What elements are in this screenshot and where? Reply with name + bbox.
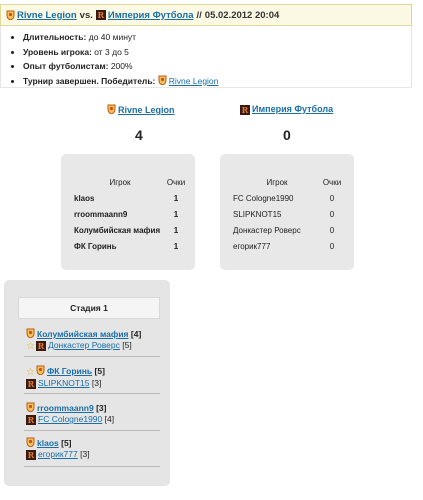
crest-icon bbox=[158, 75, 167, 85]
info-label: Турнир завершен. Победитель: bbox=[23, 75, 156, 86]
team-b-players-panel bbox=[220, 154, 354, 270]
bracket-winner-link[interactable]: klaos bbox=[37, 438, 59, 448]
player-name: Колумбийская мафия bbox=[74, 225, 161, 235]
tournament-info bbox=[0, 26, 412, 88]
info-experience bbox=[9, 59, 411, 74]
bracket-winner-score: [3] bbox=[96, 403, 107, 413]
crest-icon bbox=[26, 328, 35, 338]
empire-r-icon: R bbox=[97, 10, 105, 20]
score-team-b bbox=[240, 104, 333, 115]
crest-icon bbox=[26, 402, 35, 412]
table-header-row bbox=[74, 174, 186, 190]
bracket-winner-link[interactable]: rroommaann9 bbox=[37, 403, 94, 413]
bracket-loser-link[interactable]: SLIPKNOT15 bbox=[38, 378, 90, 388]
bracket-winner-row bbox=[26, 328, 141, 340]
empire-r-icon: R bbox=[37, 341, 45, 351]
player-name: ФК Горинь bbox=[74, 241, 117, 251]
star-icon: ☆ bbox=[26, 341, 35, 352]
vs-label: vs. bbox=[79, 9, 93, 21]
bracket-loser-score: [4] bbox=[104, 414, 115, 424]
player-points: 1 bbox=[173, 193, 179, 203]
table-row bbox=[233, 206, 343, 222]
star-icon: ☆ bbox=[26, 367, 35, 378]
bracket-loser-link[interactable]: егорик777 bbox=[38, 449, 78, 459]
empire-r-icon: R bbox=[241, 105, 249, 115]
bracket-winner-score: [4] bbox=[130, 329, 142, 339]
bracket-loser-score: [5] bbox=[122, 340, 132, 350]
info-duration bbox=[9, 30, 411, 45]
table-row bbox=[233, 238, 343, 254]
bracket-winner-link[interactable]: Колумбийская мафия bbox=[37, 329, 129, 339]
player-name: klaos bbox=[74, 193, 95, 203]
match-header bbox=[0, 4, 412, 26]
table-row bbox=[233, 222, 343, 238]
column-points: Очки bbox=[322, 177, 342, 187]
bracket-winner-score: [5] bbox=[61, 438, 72, 448]
stage-bracket-panel bbox=[4, 280, 170, 486]
table-row bbox=[233, 190, 343, 206]
info-level bbox=[9, 45, 411, 60]
header-team-b-link[interactable]: Империя Футбола bbox=[107, 9, 194, 21]
info-value: до 40 минут bbox=[88, 32, 137, 42]
date-separator: // bbox=[196, 9, 202, 21]
bracket-loser-score: [3] bbox=[91, 378, 102, 388]
bracket-loser-row bbox=[26, 414, 114, 425]
bracket-loser-link[interactable]: Донкастер Роверс bbox=[47, 340, 120, 350]
team-a-players-table bbox=[74, 174, 186, 254]
player-name: FC Cologne1990 bbox=[233, 193, 294, 203]
player-points: 1 bbox=[173, 209, 179, 219]
table-row bbox=[74, 206, 186, 222]
empire-r-icon: R bbox=[27, 415, 35, 425]
bracket-match bbox=[26, 437, 90, 460]
winner-link[interactable]: Rivne Legion bbox=[168, 75, 219, 86]
crest-icon bbox=[36, 365, 45, 375]
info-label: Уровень игрока: bbox=[23, 46, 92, 57]
empire-r-icon: R bbox=[27, 379, 35, 389]
player-points: 1 bbox=[173, 241, 179, 251]
bracket-divider bbox=[24, 466, 160, 467]
score-team-a bbox=[107, 104, 175, 115]
bracket-match bbox=[26, 328, 141, 352]
crest-icon bbox=[26, 437, 35, 447]
bracket-divider bbox=[24, 430, 160, 431]
team-a-players-panel bbox=[61, 154, 195, 270]
table-row bbox=[74, 190, 186, 206]
player-points: 1 bbox=[173, 225, 179, 235]
player-points: 0 bbox=[329, 225, 335, 235]
score-value-b: 0 bbox=[283, 127, 291, 143]
info-value: от 3 до 5 bbox=[94, 46, 129, 57]
bracket-loser-link[interactable]: FC Cologne1990 bbox=[38, 414, 103, 424]
bracket-match bbox=[26, 365, 105, 389]
bracket-winner-row bbox=[26, 365, 105, 378]
column-player: Игрок bbox=[109, 177, 131, 187]
score-team-b-link[interactable]: Империя Футбола bbox=[252, 104, 334, 114]
stage-title: Стадия 1 bbox=[18, 297, 160, 319]
header-team-a-link[interactable]: Rivne Legion bbox=[17, 9, 77, 21]
info-value: 200% bbox=[110, 61, 133, 71]
crest-icon bbox=[107, 104, 116, 114]
bracket-winner-row bbox=[26, 437, 90, 449]
info-label: Опыт футболистам: bbox=[23, 61, 109, 71]
team-b-players-table bbox=[233, 174, 343, 254]
player-name: rroommaann9 bbox=[74, 209, 128, 219]
bracket-loser-row bbox=[26, 340, 141, 352]
player-name: егорик777 bbox=[233, 241, 271, 251]
table-row bbox=[74, 238, 186, 254]
bracket-loser-score: [3] bbox=[80, 449, 90, 459]
crest-icon bbox=[6, 10, 15, 20]
table-header-row bbox=[233, 174, 343, 190]
bracket-winner-link[interactable]: ФК Горинь bbox=[46, 366, 93, 376]
player-name: Донкастер Роверс bbox=[233, 225, 301, 235]
bracket-winner-score: [5] bbox=[94, 366, 105, 376]
empire-r-icon: R bbox=[27, 450, 35, 460]
score-team-a-link[interactable]: Rivne Legion bbox=[118, 105, 175, 115]
info-label: Длительность: bbox=[23, 32, 87, 42]
column-player: Игрок bbox=[266, 177, 288, 187]
table-row bbox=[74, 222, 186, 238]
player-points: 0 bbox=[329, 241, 335, 251]
bracket-winner-row bbox=[26, 402, 114, 414]
column-points: Очки bbox=[166, 177, 186, 187]
player-name: SLIPKNOT15 bbox=[233, 209, 282, 219]
player-points: 0 bbox=[329, 209, 335, 219]
bracket-loser-row bbox=[26, 449, 90, 460]
bracket-match bbox=[26, 402, 114, 425]
bracket-divider bbox=[24, 356, 160, 357]
player-points: 0 bbox=[329, 193, 335, 203]
info-winner bbox=[9, 74, 411, 89]
bracket-loser-row bbox=[26, 378, 105, 389]
score-value-a: 4 bbox=[135, 127, 143, 143]
match-date: 05.02.2012 20:04 bbox=[204, 9, 280, 21]
bracket-divider bbox=[24, 393, 160, 394]
